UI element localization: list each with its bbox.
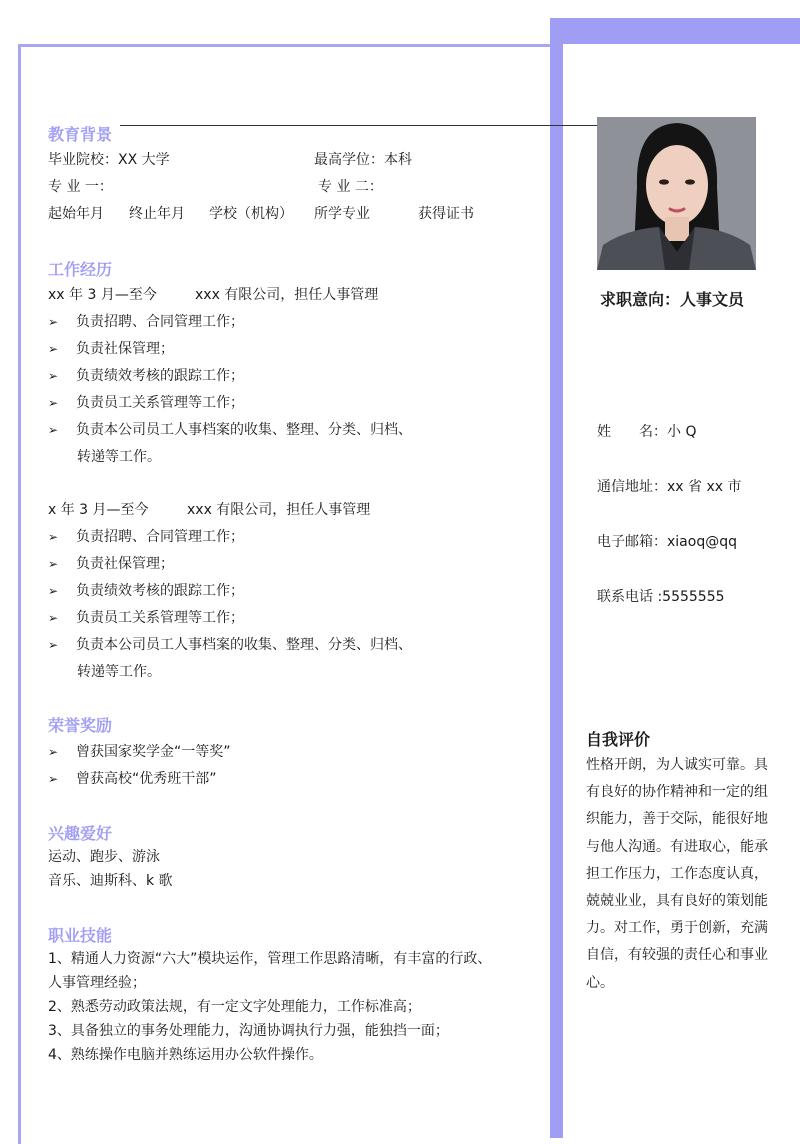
honors-title: 荣誉奖励 — [48, 716, 113, 735]
list-item: ➢ 负责绩效考核的跟踪工作； — [48, 368, 244, 384]
edu-col-end: 终止年月 — [129, 206, 185, 222]
job-intent: 求职意向：人事文员 — [600, 290, 745, 309]
header-rule — [120, 125, 598, 126]
list-item: ➢ 曾获高校“优秀班干部” — [48, 771, 217, 787]
arrow-bullet-icon: ➢ — [48, 369, 59, 383]
hobby-line: 音乐、迪斯科、k 歌 — [48, 873, 173, 889]
arrow-bullet-icon: ➢ — [48, 530, 59, 544]
arrow-bullet-icon: ➢ — [48, 396, 59, 410]
arrow-bullet-icon: ➢ — [48, 342, 59, 356]
name-field: 姓 名：小 Q — [597, 424, 697, 440]
edu-col-certificate: 获得证书 — [418, 206, 474, 222]
skill-line: 人事管理经验； — [48, 975, 146, 991]
list-item: ➢ 负责招聘、合同管理工作； — [48, 314, 244, 330]
arrow-bullet-icon: ➢ — [48, 638, 59, 652]
list-item: ➢ 负责社保管理； — [48, 556, 174, 572]
edu-col-major: 所学专业 — [314, 206, 370, 222]
major1-field: 专 业 一： — [48, 179, 113, 195]
arrow-bullet-icon: ➢ — [48, 584, 59, 598]
profile-photo — [597, 117, 756, 270]
skill-line: 2、熟悉劳动政策法规，有一定文字处理能力，工作标准高； — [48, 999, 421, 1015]
skill-line: 4、熟练操作电脑并熟练运用办公软件操作。 — [48, 1047, 323, 1063]
major2-field: 专 业 二： — [318, 179, 383, 195]
arrow-bullet-icon: ➢ — [48, 611, 59, 625]
edu-col-start: 起始年月 — [48, 206, 104, 222]
email-field: 电子邮箱：xiaoq@qq — [597, 534, 737, 550]
list-item: ➢ 负责本公司员工人事档案的收集、整理、分类、归档、 — [48, 422, 412, 438]
arrow-bullet-icon: ➢ — [48, 772, 59, 786]
skill-line: 1、精通人力资源“六大”模块运作，管理工作思路清晰，有丰富的行政、 — [48, 951, 492, 967]
list-item: ➢ 负责社保管理； — [48, 341, 174, 357]
degree-field: 最高学位：本科 — [314, 152, 412, 168]
list-item: ➢ 负责员工关系管理等工作； — [48, 395, 244, 411]
list-item: ➢ 负责本公司员工人事档案的收集、整理、分类、归档、 — [48, 637, 412, 653]
address-field: 通信地址：xx 省 xx 市 — [597, 479, 742, 495]
job2-date: x 年 3 月—至今 — [48, 502, 149, 518]
job2-company: xxx 有限公司，担任人事管理 — [187, 502, 371, 518]
self-eval-text: 性格开朗，为人诚实可靠。具有良好的协作精神和一定的组织能力，善于交际，能很好地与他人沟通。有进取心，能承担工作压力，工作态度认真，兢兢业业，具有良好的策划能力。对工作，勇于创新，充满自信，有较强的责任心和事业心。 — [586, 757, 768, 991]
list-item: ➢ 负责招聘、合同管理工作； — [48, 529, 244, 545]
skill-line: 3、具备独立的事务处理能力，沟通协调执行力强，能独挡一面； — [48, 1023, 449, 1039]
job1-date: xx 年 3 月—至今 — [48, 287, 157, 303]
skills-title: 职业技能 — [48, 926, 113, 945]
self-eval-title: 自我评价 — [586, 730, 651, 749]
arrow-bullet-icon: ➢ — [48, 745, 59, 759]
arrow-bullet-icon: ➢ — [48, 557, 59, 571]
hobby-line: 运动、跑步、游泳 — [48, 849, 160, 865]
arrow-bullet-icon: ➢ — [48, 423, 59, 437]
job2-continuation: 转递等工作。 — [77, 664, 161, 680]
job1-company: xxx 有限公司，担任人事管理 — [195, 287, 379, 303]
portrait-illustration — [597, 117, 756, 270]
edu-col-school: 学校（机构） — [209, 206, 293, 222]
work-title: 工作经历 — [48, 260, 113, 279]
job1-continuation: 转递等工作。 — [77, 449, 161, 465]
school-field: 毕业院校：XX 大学 — [48, 152, 170, 168]
hobbies-title: 兴趣爱好 — [48, 824, 113, 843]
phone-field: 联系电话 :5555555 — [597, 589, 725, 605]
arrow-bullet-icon: ➢ — [48, 315, 59, 329]
list-item: ➢ 曾获国家奖学金“一等奖” — [48, 744, 231, 760]
list-item: ➢ 负责员工关系管理等工作； — [48, 610, 244, 626]
list-item: ➢ 负责绩效考核的跟踪工作； — [48, 583, 244, 599]
education-title: 教育背景 — [48, 125, 113, 144]
